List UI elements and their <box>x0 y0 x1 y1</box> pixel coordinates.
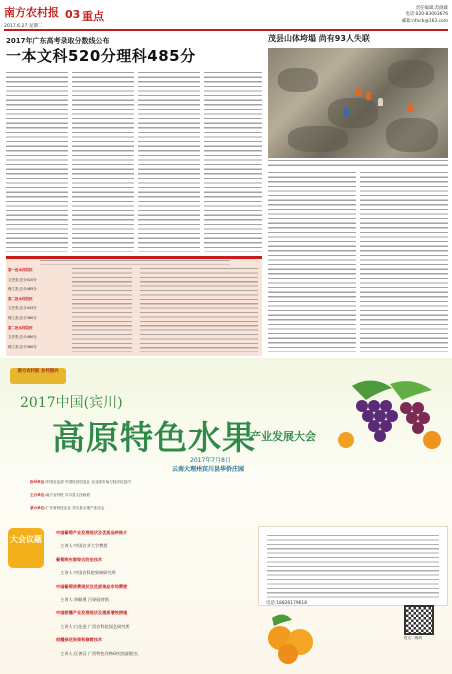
score-row: 理工类:总分360分 <box>8 344 37 349</box>
page-number: 03 <box>65 8 81 21</box>
qr-label: 报名二维码 <box>404 636 422 640</box>
organizer-key: 承办单位: <box>30 506 46 510</box>
lead-body-col-2 <box>72 72 134 252</box>
contact-info <box>300 6 448 25</box>
photo-caption <box>268 160 448 168</box>
photo-story-title: 茂县山体垮塌 尚有93人失联 <box>268 34 370 43</box>
organizer-value: 广东省科技企业 宾川县水果产业协会 <box>45 506 105 510</box>
score-row: 理工类:总分380分 <box>8 316 37 320</box>
score-table-middle <box>72 268 132 352</box>
ad-place: 云南大理州宾川县华侨庄园 <box>172 466 245 473</box>
agenda-topic: 中国葡萄产业发展现状及优质品种推介 <box>56 530 128 535</box>
date-line: 2017.6.27 星期二 <box>4 24 43 29</box>
agenda-speaker: 主讲人:中国农科院果树研究所 <box>60 570 116 576</box>
organizer-row <box>30 480 131 485</box>
section-title: 重点 <box>82 10 104 23</box>
grape-illustration <box>332 378 444 456</box>
agenda-topic: 中国柑橘产业发展现状及提质增效措施 <box>56 610 128 616</box>
score-row: 第一批本科院校 <box>8 268 33 272</box>
organizers <box>0 476 452 522</box>
score-row: 文史类:总分443分 <box>8 306 37 311</box>
lead-body-col-4 <box>204 72 262 252</box>
qr-code[interactable] <box>404 605 434 635</box>
lead-body-col-1 <box>6 72 68 252</box>
score-row: 文史类:总分480分 <box>8 335 37 340</box>
lead-headline: 一本文科520分理科485分 <box>6 47 196 65</box>
lead-body-col-3 <box>138 72 200 252</box>
ad-date: 2017年7月8日 <box>190 457 231 464</box>
ad-logo: 南方农村报 乡村振兴 <box>10 368 66 384</box>
agenda-topic: 中国葡萄消费现状及优质果品市场需要 <box>56 583 128 589</box>
agenda-topic: 柑橘保花保果和修剪技术 <box>56 637 103 643</box>
score-row: 第二批本科院校 <box>8 296 33 301</box>
header-rule <box>4 29 448 31</box>
photo-story-col-1 <box>268 172 356 352</box>
score-row: 理工类:总分485分 <box>8 287 37 292</box>
ad-title-suffix: 产业发展大会 <box>250 430 316 443</box>
organizer-row <box>30 506 104 511</box>
organizer-row <box>30 493 90 498</box>
agenda-speaker: 主讲人:白先进 广西农科院园艺研究所 <box>60 623 130 629</box>
organizer-value: 南方农村报 宾川县人民政府 <box>45 493 91 497</box>
orange-illustration <box>262 608 322 664</box>
agenda-badge: 大会议题 <box>8 528 44 568</box>
landslide-photo <box>268 48 448 158</box>
score-table-title <box>40 260 230 265</box>
lead-kicker: 2017年广东高考录取分数线公布 <box>6 37 110 45</box>
phone-line: 电话:020-83003676 <box>405 12 448 18</box>
editor-line: 责任编辑:苏晓雄 <box>415 6 448 11</box>
ad-title: 高原特色水果 <box>52 418 256 457</box>
agenda-topic: 葡萄病虫害综合防治技术 <box>56 556 103 562</box>
agenda-speaker: 主讲人:区善汉 广西特色作物研究院副院长 <box>60 650 139 656</box>
agenda-speaker: 主讲人:中国农业大学教授 <box>60 543 108 549</box>
ad-info-panel <box>258 526 448 606</box>
organizer-value: 中国农业部 中国经济信息社 农业部市场与经济信息司 <box>45 480 131 484</box>
photo-story-col-2 <box>360 172 448 352</box>
score-table-right <box>140 268 258 352</box>
organizer-key: 指导单位: <box>30 480 46 484</box>
organizer-key: 主办单位: <box>30 493 46 497</box>
score-row: 文史类:总分520分 <box>8 277 37 282</box>
masthead: 南方农村报 <box>4 6 59 19</box>
agenda-speaker: 主讲人:余顺勇 百果园营销 <box>60 597 109 602</box>
score-row: 第二批本科院校 <box>8 325 33 330</box>
email-line: 邮箱:nfncb@163.com <box>401 18 448 24</box>
ad-year-line: 2017中国(宾川) <box>20 395 123 411</box>
ad-phone: 电话:18826179618 <box>266 601 307 606</box>
